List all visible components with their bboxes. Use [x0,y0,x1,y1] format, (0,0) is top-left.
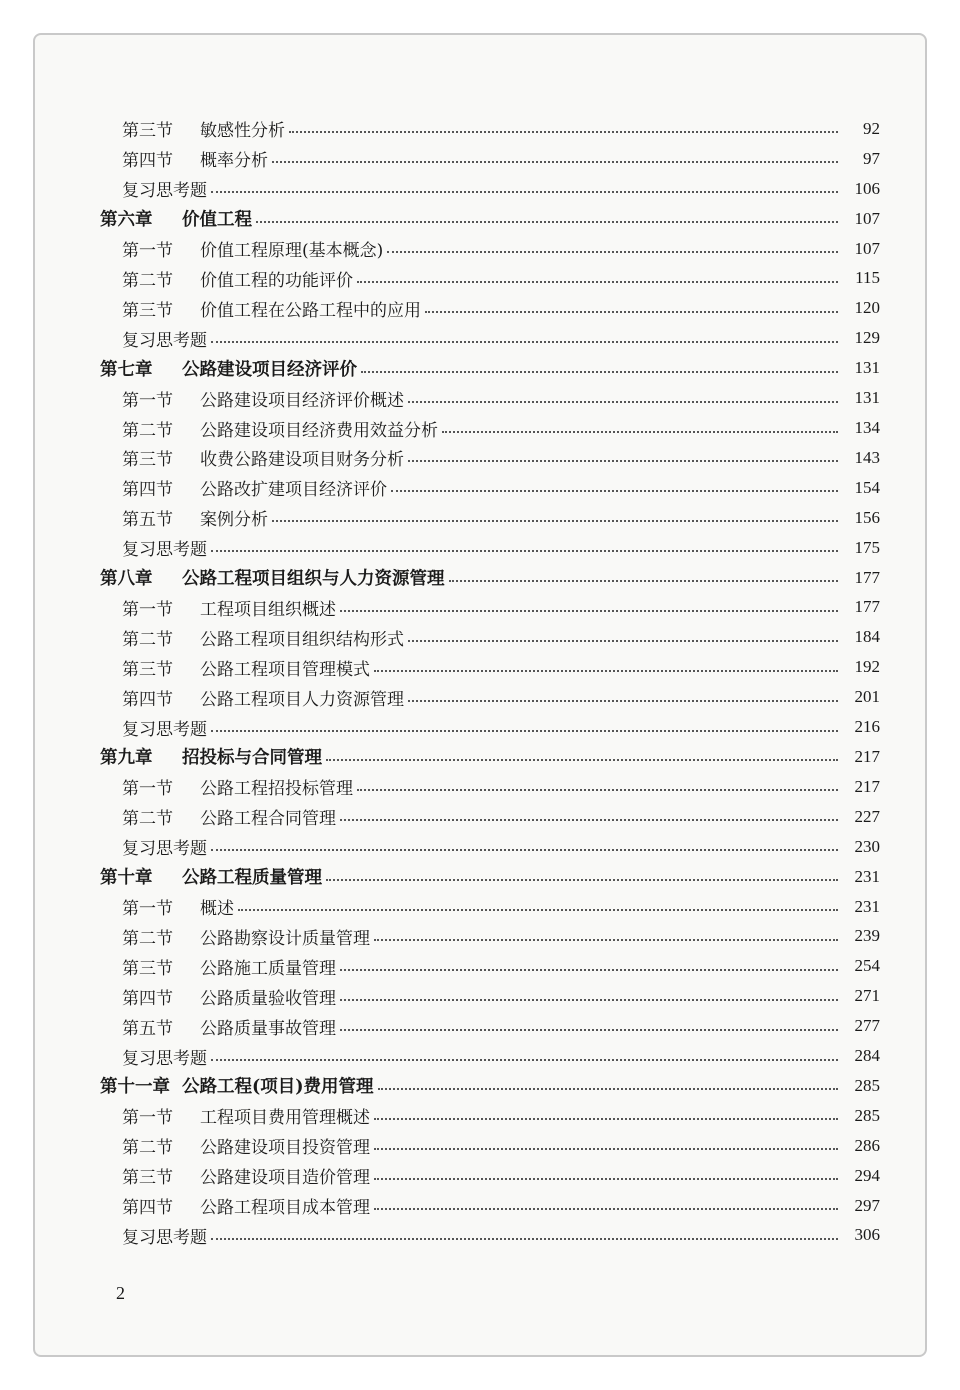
toc-entry-page: 131 [854,388,880,408]
toc-entry-number: 第二节 [122,270,173,291]
toc-entry-label [100,744,322,769]
toc-chapter-row[interactable] [100,1071,880,1101]
toc-entry-title: 案例分析 [200,510,268,531]
toc-entry-label [122,1103,370,1128]
toc-entry-label [122,236,383,261]
dot-leader [289,130,838,133]
toc-entry-page: 143 [854,447,880,467]
toc-entry-label [122,1014,336,1039]
toc-entry-page: 254 [854,956,880,976]
toc-entry-label [122,1163,370,1188]
toc-entry-label [122,386,404,411]
dot-leader [211,848,838,851]
dot-leader [408,699,838,702]
toc-entry-number: 第三节 [122,450,173,471]
toc-entry-label [122,146,268,171]
dot-leader [340,998,838,1001]
toc-section-row[interactable] [100,473,880,503]
toc-entry-label [100,1073,374,1098]
toc-entry-page: 120 [854,298,880,318]
toc-chapter-row[interactable] [100,862,880,892]
toc-entry-number: 第三节 [122,659,173,680]
toc-section-row[interactable] [100,802,880,832]
toc-entry-page: 154 [854,477,880,497]
toc-entry-page: 285 [854,1105,880,1125]
toc-entry-label [100,356,357,381]
toc-entry-title: 复习思考题 [122,1227,207,1248]
toc-entry-label [122,625,404,650]
table-of-contents [100,114,880,1250]
toc-entry-label [122,176,207,201]
dot-leader [211,1058,838,1061]
toc-entry-number: 第四节 [122,988,173,1009]
toc-section-row[interactable] [100,1101,880,1131]
dot-leader [272,160,838,163]
toc-entry-page: 97 [863,148,880,168]
toc-entry-number: 第四节 [122,1198,173,1219]
dot-leader [374,669,838,672]
toc-entry-page: 297 [854,1195,880,1215]
toc-entry-number: 第二节 [122,809,173,830]
toc-section-row[interactable] [100,981,880,1011]
toc-entry-page: 285 [854,1075,880,1095]
toc-entry-number: 第八章 [100,569,153,590]
toc-entry-title: 价值工程原理(基本概念) [200,241,384,262]
toc-entry-number: 第五节 [122,1018,173,1039]
toc-entry-label [122,984,336,1009]
toc-entry-number: 第四节 [122,151,173,172]
toc-entry-title: 公路工程项目组织与人力资源管理 [182,569,445,590]
toc-entry-title: 公路工程合同管理 [200,809,336,830]
toc-section-row[interactable] [100,593,880,623]
dot-leader [408,459,838,462]
toc-section-row[interactable] [100,1131,880,1161]
toc-entry-title: 概率分析 [200,151,268,172]
toc-entry-page: 107 [854,238,880,258]
dot-leader [211,1237,838,1240]
toc-entry-page: 286 [854,1135,880,1155]
dot-leader [211,190,838,193]
toc-entry-title: 公路工程质量管理 [182,868,322,889]
toc-entry-title: 公路建设项目造价管理 [200,1168,370,1189]
toc-entry-number: 第三节 [122,1168,173,1189]
dot-leader [378,1087,838,1090]
toc-entry-title: 概述 [200,899,234,920]
dot-leader [357,788,838,791]
toc-entry-number: 第六章 [100,210,153,231]
toc-entry-page: 306 [854,1225,880,1245]
toc-entry-title: 复习思考题 [122,540,207,561]
toc-review-row[interactable] [100,1221,880,1251]
toc-section-row[interactable] [100,652,880,682]
toc-entry-page: 201 [854,687,880,707]
toc-entry-title: 公路工程项目成本管理 [200,1198,370,1219]
toc-section-row[interactable] [100,413,880,443]
toc-entry-title: 公路建设项目经济评价 [182,359,357,380]
toc-entry-page: 106 [854,178,880,198]
toc-entry-number: 第十一章 [100,1077,170,1098]
toc-entry-label [122,505,268,530]
toc-section-row[interactable] [100,144,880,174]
dot-leader [211,729,838,732]
dot-leader [326,878,838,881]
toc-entry-title: 公路建设项目经济评价概述 [200,390,404,411]
toc-section-row[interactable] [100,234,880,264]
dot-leader [256,220,838,223]
toc-section-row[interactable] [100,892,880,922]
toc-review-row[interactable] [100,1041,880,1071]
dot-leader [374,1177,838,1180]
toc-entry-page: 115 [855,268,880,288]
toc-review-row[interactable] [100,712,880,742]
toc-entry-page: 156 [854,507,880,527]
toc-section-row[interactable] [100,443,880,473]
toc-section-row[interactable] [100,772,880,802]
toc-entry-title: 公路工程(项目)费用管理 [182,1077,374,1098]
toc-section-row[interactable] [100,622,880,652]
toc-entry-title: 复习思考题 [122,839,207,860]
dot-leader [374,1147,838,1150]
toc-entry-title: 公路工程项目管理模式 [200,659,370,680]
toc-entry-page: 184 [854,627,880,647]
toc-entry-title: 公路工程项目组织结构形式 [200,629,404,650]
toc-chapter-row[interactable] [100,353,880,383]
toc-entry-label [122,475,387,500]
dot-leader [449,579,839,582]
toc-entry-label [122,296,421,321]
toc-entry-number: 第一节 [122,390,173,411]
toc-entry-title: 工程项目费用管理概述 [200,1108,370,1129]
toc-entry-number: 第一节 [122,599,173,620]
toc-entry-page: 227 [854,806,880,826]
toc-entry-label [122,774,353,799]
dot-leader [391,489,838,492]
toc-entry-number: 第一节 [122,1108,173,1129]
toc-entry-page: 129 [854,328,880,348]
toc-entry-title: 公路质量验收管理 [200,988,336,1009]
toc-entry-label [122,1223,207,1248]
toc-entry-label [122,535,207,560]
dot-leader [340,818,838,821]
toc-entry-number: 第十章 [100,868,153,889]
toc-entry-label [122,116,285,141]
dot-leader [211,340,838,343]
toc-entry-title: 复习思考题 [122,330,207,351]
toc-section-row[interactable] [100,682,880,712]
toc-entry-number: 第四节 [122,689,173,710]
dot-leader [408,400,838,403]
dot-leader [272,519,838,522]
toc-entry-number: 第三节 [122,121,173,142]
toc-entry-page: 216 [854,717,880,737]
toc-entry-title: 复习思考题 [122,719,207,740]
dot-leader [361,370,838,373]
toc-entry-title: 价值工程 [182,210,252,231]
dot-leader [408,639,838,642]
toc-entry-title: 公路勘察设计质量管理 [200,928,370,949]
toc-chapter-row[interactable] [100,742,880,772]
dot-leader [326,758,838,761]
toc-entry-page: 217 [854,776,880,796]
dot-leader [211,549,838,552]
toc-review-row[interactable] [100,174,880,204]
toc-section-row[interactable] [100,293,880,323]
toc-section-row[interactable] [100,951,880,981]
toc-entry-page: 277 [854,1016,880,1036]
toc-entry-label [122,1193,370,1218]
toc-entry-label [122,715,207,740]
toc-entry-label [122,416,438,441]
dot-leader [340,968,838,971]
toc-entry-page: 177 [854,597,880,617]
toc-entry-page: 271 [854,986,880,1006]
toc-review-row[interactable] [100,533,880,563]
toc-entry-title: 价值工程的功能评价 [200,270,353,291]
toc-entry-title: 公路工程项目人力资源管理 [200,689,404,710]
toc-entry-label [100,565,445,590]
toc-entry-title: 公路工程招投标管理 [200,779,353,800]
toc-entry-number: 第一节 [122,899,173,920]
toc-entry-page: 107 [854,208,880,228]
toc-chapter-row[interactable] [100,204,880,234]
toc-entry-page: 294 [854,1165,880,1185]
toc-entry-label [122,655,370,680]
toc-entry-number: 第七章 [100,359,153,380]
toc-entry-label [122,595,336,620]
toc-entry-number: 第二节 [122,420,173,441]
toc-entry-page: 239 [854,926,880,946]
toc-entry-title: 敏感性分析 [200,121,285,142]
toc-entry-label [122,954,336,979]
dot-leader [374,1207,838,1210]
dot-leader [374,938,838,941]
toc-entry-page: 131 [854,358,880,378]
toc-entry-title: 工程项目组织概述 [200,599,336,620]
toc-section-row[interactable] [100,1161,880,1191]
toc-entry-label [122,924,370,949]
dot-leader [340,1028,838,1031]
toc-entry-title: 复习思考题 [122,181,207,202]
toc-entry-page: 230 [854,836,880,856]
toc-entry-title: 招投标与合同管理 [182,748,322,769]
toc-entry-title: 收费公路建设项目财务分析 [200,450,404,471]
toc-entry-title: 公路质量事故管理 [200,1018,336,1039]
toc-entry-label [122,894,234,919]
toc-chapter-row[interactable] [100,563,880,593]
toc-entry-label [122,1133,370,1158]
toc-section-row[interactable] [100,383,880,413]
toc-entry-title: 公路建设项目投资管理 [200,1138,370,1159]
toc-entry-page: 92 [863,118,880,138]
toc-entry-page: 217 [854,746,880,766]
toc-entry-number: 第三节 [122,300,173,321]
toc-entry-label [100,864,322,889]
toc-entry-number: 第二节 [122,629,173,650]
toc-entry-label [122,445,404,470]
toc-entry-number: 第九章 [100,748,153,769]
toc-review-row[interactable] [100,832,880,862]
toc-entry-number: 第四节 [122,480,173,501]
toc-entry-label [122,326,207,351]
toc-entry-label [122,685,404,710]
toc-entry-page: 231 [854,896,880,916]
toc-entry-title: 公路改扩建项目经济评价 [200,480,387,501]
dot-leader [238,908,838,911]
toc-section-row[interactable] [100,264,880,294]
page-number: 2 [116,1283,125,1303]
toc-entry-label [122,804,336,829]
toc-entry-number: 第五节 [122,510,173,531]
toc-entry-number: 第二节 [122,928,173,949]
toc-entry-title: 价值工程在公路工程中的应用 [200,300,421,321]
dot-leader [387,250,838,253]
toc-section-row[interactable] [100,921,880,951]
toc-entry-page: 134 [854,418,880,438]
toc-section-row[interactable] [100,1191,880,1221]
toc-entry-title: 公路施工质量管理 [200,958,336,979]
toc-entry-title: 公路建设项目经济费用效益分析 [200,420,438,441]
toc-entry-page: 284 [854,1046,880,1066]
toc-section-row[interactable] [100,114,880,144]
toc-section-row[interactable] [100,1011,880,1041]
toc-entry-number: 第二节 [122,1138,173,1159]
toc-entry-page: 175 [854,537,880,557]
toc-entry-number: 第一节 [122,241,173,262]
dot-leader [357,280,838,283]
dot-leader [340,609,838,612]
toc-entry-page: 231 [854,866,880,886]
toc-entry-title: 复习思考题 [122,1048,207,1069]
toc-entry-label [122,834,207,859]
dot-leader [442,430,838,433]
toc-entry-label [100,206,252,231]
toc-entry-number: 第三节 [122,958,173,979]
toc-entry-label [122,1044,207,1069]
toc-entry-page: 177 [854,567,880,587]
toc-entry-page: 192 [854,657,880,677]
toc-review-row[interactable] [100,323,880,353]
toc-entry-label [122,266,353,291]
toc-section-row[interactable] [100,503,880,533]
dot-leader [425,310,838,313]
toc-entry-number: 第一节 [122,779,173,800]
dot-leader [374,1117,838,1120]
